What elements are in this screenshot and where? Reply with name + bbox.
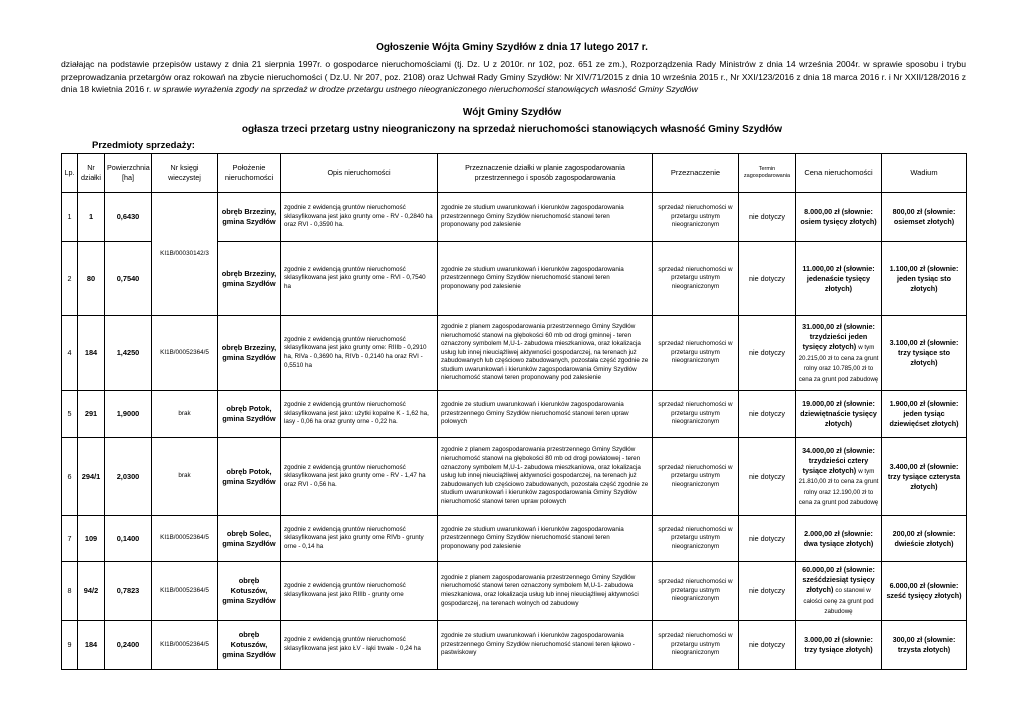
cell-przezn: sprzedaż nieruchomości w przetargu ustnym nieograniczonym bbox=[653, 193, 739, 242]
cell-pow: 0,7540 bbox=[105, 242, 152, 316]
cell-przezn-plan: zgodnie z planem zagospodarowania przestrzennego Gminy Szydłów nieruchomość stanowi na głębokości 80 mb od drogi powiatowej - teren oznaczony symbolem M,U-1- zabudowa mieszkaniowa, oraz lokalizacja usług lub innej nieuciążliwej aktywności gospodarczej, na terenach już zabudowanych lub częściowo zabudowanych, pozostała część zgodnie ze studium uwarunkowań i kierunków zagospodarowania Gminy Szydłów nieruchomość stanowi teren upraw polowych bbox=[438, 438, 653, 516]
cell-pow: 1,4250 bbox=[105, 316, 152, 391]
cell-lp: 4 bbox=[62, 316, 78, 391]
cell-przezn-plan: zgodnie ze studium uwarunkowań i kierunków zagospodarowania przestrzennego Gminy Szydłów nieruchomość stanowi teren upraw polowych bbox=[438, 391, 653, 438]
header-przezn-plan: Przeznaczenie działki w planie zagospodarowania przestrzennego i sposób zagospodarowania bbox=[438, 154, 653, 193]
cell-termin: nie dotyczy bbox=[739, 242, 796, 316]
cena-note: w tym 20.215,00 zł to cena za grunt rolny oraz 10.785,00 zł to cena za grunt pod zabudowę bbox=[798, 344, 879, 383]
cell-przezn-plan: zgodnie ze studium uwarunkowań i kierunków zagospodarowania przestrzennego Gminy Szydłów nieruchomość stanowi teren proponowany pod zalesienie bbox=[438, 193, 653, 242]
cell-opis: zgodnie z ewidencją gruntów nieruchomość sklasyfikowana jest jako grunty orne - RV - 1,47 ha oraz RVI - 0,56 ha. bbox=[281, 438, 438, 516]
header-lp: Lp. bbox=[62, 154, 78, 193]
cell-lp: 1 bbox=[62, 193, 78, 242]
cell-ksiega: brak bbox=[152, 438, 218, 516]
intro-italic-text: w sprawie wyrażenia zgody na sprzedaż w drodze przetargu ustnego nieograniczonego nieruchomości stanowiących własność Gminy Szydłów bbox=[153, 84, 698, 94]
table-row bbox=[62, 621, 967, 670]
cell-cena bbox=[796, 621, 882, 670]
cell-ksiega: KI1B/00052364/5 bbox=[152, 316, 218, 391]
cell-nr: 184 bbox=[78, 621, 105, 670]
header-wadium: Wadium bbox=[882, 154, 967, 193]
cena-note: co stanowi w całości cenę za grunt pod zabudowę bbox=[803, 587, 874, 616]
cell-pow: 0,2400 bbox=[105, 621, 152, 670]
table-row bbox=[62, 516, 967, 562]
cell-nr: 1 bbox=[78, 193, 105, 242]
header-cena: Cena nieruchomości bbox=[796, 154, 882, 193]
cell-przezn-plan: zgodnie z planem zagospodarowania przestrzennego Gminy Szydłów nieruchomość stanowi na głębokości 60 mb od drogi gminnej - teren oznaczony symbolem M,U-1- zabudowa mieszkaniowa, oraz lokalizacja usług lub innej nieuciążliwej aktywności gospodarczej, na terenach już zabudowanych lub częściowo zabudowanych, pozostała część zgodnie ze studium uwarunkowań i kierunków zagospodarowania Gminy Szydłów nieruchomość stanowi teren proponowany pod zalesienie bbox=[438, 316, 653, 391]
cell-lp: 9 bbox=[62, 621, 78, 670]
header-ksiega: Nr księgi wieczystej bbox=[152, 154, 218, 193]
cell-wadium: 200,00 zł (słownie: dwieście złotych) bbox=[882, 516, 967, 562]
cell-lp: 8 bbox=[62, 562, 78, 621]
cell-pow: 1,9000 bbox=[105, 391, 152, 438]
cell-pow: 0,6430 bbox=[105, 193, 152, 242]
cena-value: 8.000,00 zł (słownie: osiem tysięcy złotych) bbox=[800, 207, 877, 226]
cell-przezn: sprzedaż nieruchomości w przetargu ustnym nieograniczonym bbox=[653, 621, 739, 670]
cell-cena bbox=[796, 516, 882, 562]
cell-opis: zgodnie z ewidencją gruntów nieruchomość sklasyfikowana jest jako grunty orne - RV - 0,2840 ha oraz RVI - 0,3590 ha. bbox=[281, 193, 438, 242]
cell-wadium: 1.900,00 zł (słownie: jeden tysiąc dziewięćset złotych) bbox=[882, 391, 967, 438]
table-row bbox=[62, 562, 967, 621]
header-nr: Nr działki bbox=[78, 154, 105, 193]
header-pow: Powierzchnia [ha] bbox=[105, 154, 152, 193]
cell-pow: 0,1400 bbox=[105, 516, 152, 562]
cell-wadium: 1.100,00 zł (słownie: jeden tysiąc sto złotych) bbox=[882, 242, 967, 316]
cell-przezn: sprzedaż nieruchomości w przetargu ustnym nieograniczonym bbox=[653, 516, 739, 562]
cell-ksiega: KI1B/00052364/5 bbox=[152, 621, 218, 670]
cena-value: 2.000,00 zł (słownie: dwa tysiące złotych) bbox=[803, 528, 874, 548]
cena-value: 31.000,00 zł (słownie: trzydzieści jeden tysięcy złotych) bbox=[802, 322, 875, 351]
cena-value: 60.000,00 zł (słownie: sześćdziesiąt tysięcy złotych) bbox=[802, 565, 875, 595]
cell-ksiega: KI1B/00052364/5 bbox=[152, 516, 218, 562]
cell-przezn: sprzedaż nieruchomości w przetargu ustnym nieograniczonym bbox=[653, 438, 739, 516]
cell-opis: zgodnie z ewidencją gruntów nieruchomość sklasyfikowana jest jako ŁV - łąki trwałe - 0,24 ha bbox=[281, 621, 438, 670]
cell-termin: nie dotyczy bbox=[739, 621, 796, 670]
cell-wadium: 3.100,00 zł (słownie: trzy tysiące sto złotych) bbox=[882, 316, 967, 391]
cell-opis: zgodnie z ewidencją gruntów nieruchomość sklasyfikowana jest jako grunty orne RIVb - grunty orne - 0,14 ha bbox=[281, 516, 438, 562]
cell-opis: zgodnie z ewidencją gruntów nieruchomość sklasyfikowana jest jako grunty orne - RVI - 0,7540 ha bbox=[281, 242, 438, 316]
cell-wadium: 3.400,00 zł (słownie: trzy tysiące czterysta złotych) bbox=[882, 438, 967, 516]
cell-ksiega: KI1B/00052364/5 bbox=[152, 562, 218, 621]
cell-termin: nie dotyczy bbox=[739, 516, 796, 562]
cell-wadium: 800,00 zł (słownie: osiemset złotych) bbox=[882, 193, 967, 242]
table-row bbox=[62, 193, 967, 242]
cell-opis: zgodnie z ewidencją gruntów nieruchomość sklasyfikowana jest jako RIIIb - grunty orne bbox=[281, 562, 438, 621]
cell-termin: nie dotyczy bbox=[739, 316, 796, 391]
cell-ksiega-shared: KI1B/00030142/3 bbox=[152, 193, 218, 316]
cell-przezn-plan: zgodnie ze studium uwarunkowań i kierunków zagospodarowania przestrzennego Gminy Szydłów nieruchomość stanowi teren proponowany pod zalesienie bbox=[438, 516, 653, 562]
cell-wadium: 6.000,00 zł (słownie: sześć tysięcy złotych) bbox=[882, 562, 967, 621]
cell-polozenie: obręb Solec, gmina Szydłów bbox=[218, 516, 281, 562]
cell-przezn: sprzedaż nieruchomości w przetargu ustnym nieograniczonym bbox=[653, 316, 739, 391]
cell-nr: 94/2 bbox=[78, 562, 105, 621]
cena-value: 19.000,00 zł (słownie: dziewiętnaście tysięcy złotych) bbox=[800, 399, 877, 428]
cell-przezn: sprzedaż nieruchomości w przetargu ustnym nieograniczonym bbox=[653, 391, 739, 438]
cell-nr: 109 bbox=[78, 516, 105, 562]
cell-cena bbox=[796, 438, 882, 516]
heading-wojt: Wójt Gminy Szydłów bbox=[462, 107, 562, 118]
table-row bbox=[62, 391, 967, 438]
heading-announcement: ogłasza trzeci przetarg ustny nieograniczony na sprzedaż nieruchomości stanowiących własność Gminy Szydłów bbox=[241, 124, 783, 135]
header-polozenie: Położenie nieruchomości bbox=[218, 154, 281, 193]
cell-termin: nie dotyczy bbox=[739, 391, 796, 438]
cell-polozenie: obręb Potok, gmina Szydłów bbox=[218, 438, 281, 516]
cell-ksiega: brak bbox=[152, 391, 218, 438]
cell-polozenie: obręb Brzeziny, gmina Szydłów bbox=[218, 193, 281, 242]
cell-nr: 184 bbox=[78, 316, 105, 391]
cena-value: 34.000,00 zł (słownie: trzydzieści cztery tysiące złotych) bbox=[802, 445, 875, 475]
cell-pow: 0,7823 bbox=[105, 562, 152, 621]
cell-termin: nie dotyczy bbox=[739, 562, 796, 621]
cell-opis: zgodnie z ewidencją gruntów nieruchomość sklasyfikowana jest jako: użytki kopalne K - 1,62 ha, lasy - 0,06 ha oraz grunty orne - 0,22 ha. bbox=[281, 391, 438, 438]
cell-termin: nie dotyczy bbox=[739, 438, 796, 516]
cena-value: 3.000,00 zł (słownie: trzy tysiące złotych) bbox=[804, 635, 873, 654]
cell-lp: 5 bbox=[62, 391, 78, 438]
cell-nr: 80 bbox=[78, 242, 105, 316]
cell-termin: nie dotyczy bbox=[739, 193, 796, 242]
cell-cena bbox=[796, 193, 882, 242]
table-row bbox=[62, 316, 967, 391]
cell-lp: 2 bbox=[62, 242, 78, 316]
intro-regular-text: działając na podstawie przepisów ustawy z dnia 21 sierpnia 1997r. o gospodarce nieruchomościami (tj. Dz. U z 2010r. nr 102, poz. 651 ze zm.), Rozporządzenia Rady Ministrów z dnia 14 września 2004r. w sprawie sposobu i trybu przeprowadzania przetargów oraz rokowań na zbycie nieruchomości ( Dz.U. Nr 207, poz. 2108) oraz Uchwał Rady Gminy Szydłów: Nr XIV/71/2015 z dnia 10 września 2015 r., Nr XXI/123/2016 z dnia 18 marca 2016 r. i Nr XXII/128/2016 z dnia 18 kwietnia 2016 r. bbox=[61, 59, 966, 94]
cell-polozenie: obręb Brzeziny, gmina Szydłów bbox=[218, 316, 281, 391]
cell-przezn-plan: zgodnie ze studium uwarunkowań i kierunków zagospodarowania przestrzennego Gminy Szydłów nieruchomość stanowi teren proponowany pod zalesienie bbox=[438, 242, 653, 316]
cell-przezn: sprzedaż nieruchomości w przetargu ustnym nieograniczonym bbox=[653, 562, 739, 621]
document-title: Ogłoszenie Wójta Gminy Szydłów z dnia 17 lutego 2017 r. bbox=[376, 42, 648, 53]
cell-polozenie: obręb Brzeziny, gmina Szydłów bbox=[218, 242, 281, 316]
cell-nr: 291 bbox=[78, 391, 105, 438]
header-opis: Opis nieruchomości bbox=[281, 154, 438, 193]
table-row bbox=[62, 438, 967, 516]
properties-table bbox=[61, 153, 967, 670]
cell-nr: 294/1 bbox=[78, 438, 105, 516]
table-header-row bbox=[62, 154, 967, 193]
cell-cena bbox=[796, 391, 882, 438]
header-przezn: Przeznaczenie bbox=[653, 154, 739, 193]
cena-value: 11.000,00 zł (słownie: jedenaście tysięcy złotych) bbox=[802, 263, 875, 293]
cena-note: w tym 21.810,00 zł to cena za grunt rolny oraz 12.190,00 zł to cena za grunt pod zabudowę bbox=[798, 467, 879, 506]
cell-cena bbox=[796, 562, 882, 621]
cell-wadium: 300,00 zł (słownie: trzysta złotych) bbox=[882, 621, 967, 670]
cell-opis: zgodnie z ewidencją gruntów nieruchomość sklasyfikowana jest jako grunty orne: RIIIb - 0,2910 ha, RIVa - 0,3690 ha, RIVb - 0,2140 ha oraz RVI - 0,5510 ha bbox=[281, 316, 438, 391]
cell-polozenie: obręb Potok, gmina Szydłów bbox=[218, 391, 281, 438]
cell-polozenie: obręb Kotuszów, gmina Szydłów bbox=[218, 562, 281, 621]
cell-polozenie: obręb Kotuszów, gmina Szydłów bbox=[218, 621, 281, 670]
cell-przezn: sprzedaż nieruchomości w przetargu ustnym nieograniczonym bbox=[653, 242, 739, 316]
subheading-items: Przedmioty sprzedaży: bbox=[92, 140, 195, 151]
cell-cena bbox=[796, 316, 882, 391]
cell-pow: 2,0300 bbox=[105, 438, 152, 516]
cell-lp: 6 bbox=[62, 438, 78, 516]
cell-przezn-plan: zgodnie z planem zagospodarowania przestrzennego Gminy Szydłów nieruchomość stanowi teren oznaczony symbolem M,U-1- zabudowa mieszkaniowa, oraz lokalizacja usług lub innej nieuciążliwej aktywności gospodarczej, na terenach wolnych od zabudowy bbox=[438, 562, 653, 621]
cell-lp: 7 bbox=[62, 516, 78, 562]
intro-paragraph bbox=[61, 58, 966, 96]
header-termin: Termin zagospodarowania bbox=[739, 154, 796, 193]
cell-cena bbox=[796, 242, 882, 316]
cell-przezn-plan: zgodnie ze studium uwarunkowań i kierunków zagospodarowania przestrzennego Gminy Szydłów nieruchomość stanowi teren łąkowo - pastwiskowy bbox=[438, 621, 653, 670]
